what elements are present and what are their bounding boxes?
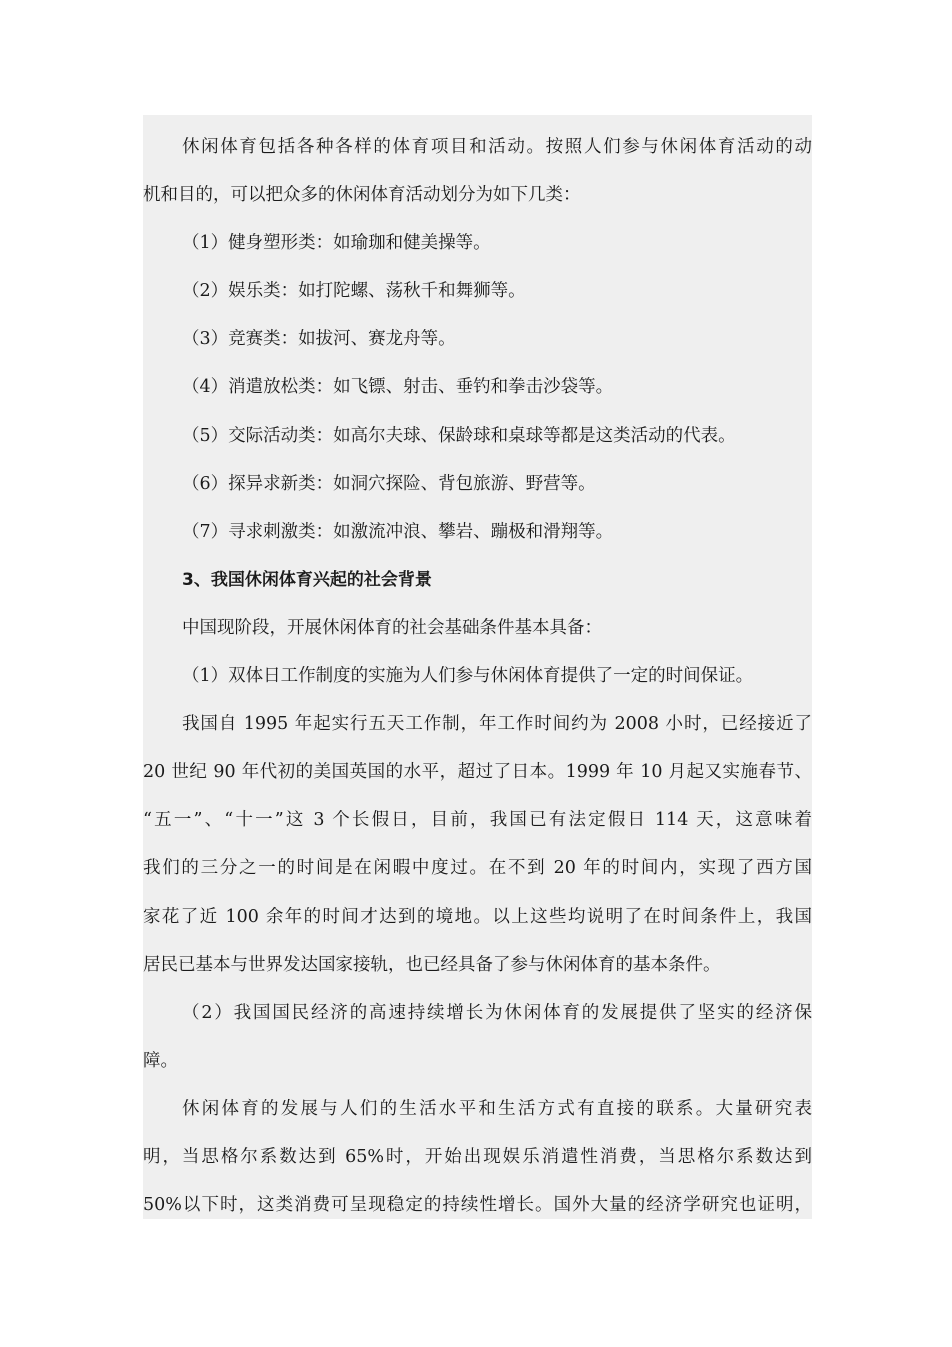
paragraph-line: 居民已基本与世界发达国家接轨，也已经具备了参与休闲体育的基本条件。	[143, 954, 721, 975]
paragraph-line: 家花了近 100 余年的时间才达到的境地。以上这些均说明了在时间条件上，我国	[143, 906, 812, 927]
paragraph-line: 机和目的，可以把众多的休闲体育活动划分为如下几类：	[143, 185, 581, 206]
paragraph-line: 50%以下时，这类消费可呈现稳定的持续性增长。国外大量的经济学研究也证明，	[143, 1195, 812, 1216]
list-item-relaxation: （4）消遣放松类：如飞镖、射击、垂钓和拳击沙袋等。	[182, 377, 614, 398]
paragraph-line: 障。	[143, 1050, 178, 1071]
list-item-workweek: （1）双体日工作制度的实施为人们参与休闲体育提供了一定的时间保证。	[182, 666, 754, 687]
paragraph-line: 20 世纪 90 年代初的美国英国的水平，超过了日本。1999 年 10 月起又实施春节、	[143, 762, 812, 783]
list-item-economy: （2）我国国民经济的高速持续增长为休闲体育的发展提供了坚实的经济保	[182, 1002, 812, 1023]
list-item-entertainment: （2）娱乐类：如打陀螺、荡秋千和舞狮等。	[182, 281, 526, 302]
list-item-social: （5）交际活动类：如高尔夫球、保龄球和桌球等都是这类活动的代表。	[182, 425, 736, 446]
list-item-competition: （3）竞赛类：如拔河、赛龙舟等。	[182, 329, 456, 350]
list-item-thrill: （7）寻求刺激类：如激流冲浪、攀岩、蹦极和滑翔等。	[182, 521, 614, 542]
list-item-fitness: （1）健身塑形类：如瑜珈和健美操等。	[182, 233, 491, 254]
paragraph-line: “五一”、“十一”这 3 个长假日，目前，我国已有法定假日 114 天，这意味着	[143, 810, 812, 831]
paragraph-line: 我国自 1995 年起实行五天工作制，年工作时间约为 2008 小时，已经接近了	[182, 714, 812, 735]
paragraph-line: 明，当思格尔系数达到 65%时，开始出现娱乐消遣性消费，当思格尔系数达到	[143, 1146, 812, 1167]
document-text-block	[143, 115, 812, 1219]
section-heading: 3、我国休闲体育兴起的社会背景	[182, 569, 432, 590]
paragraph-line: 中国现阶段，开展休闲体育的社会基础条件基本具备：	[182, 617, 602, 638]
paragraph-line: 休闲体育包括各种各样的体育项目和活动。按照人们参与休闲体育活动的动	[182, 137, 812, 157]
paragraph-line: 我们的三分之一的时间是在闲暇中度过。在不到 20 年的时间内，实现了西方国	[143, 858, 812, 879]
list-item-exploration: （6）探异求新类：如洞穴探险、背包旅游、野营等。	[182, 473, 596, 494]
paragraph-line: 休闲体育的发展与人们的生活水平和生活方式有直接的联系。大量研究表	[182, 1098, 812, 1119]
